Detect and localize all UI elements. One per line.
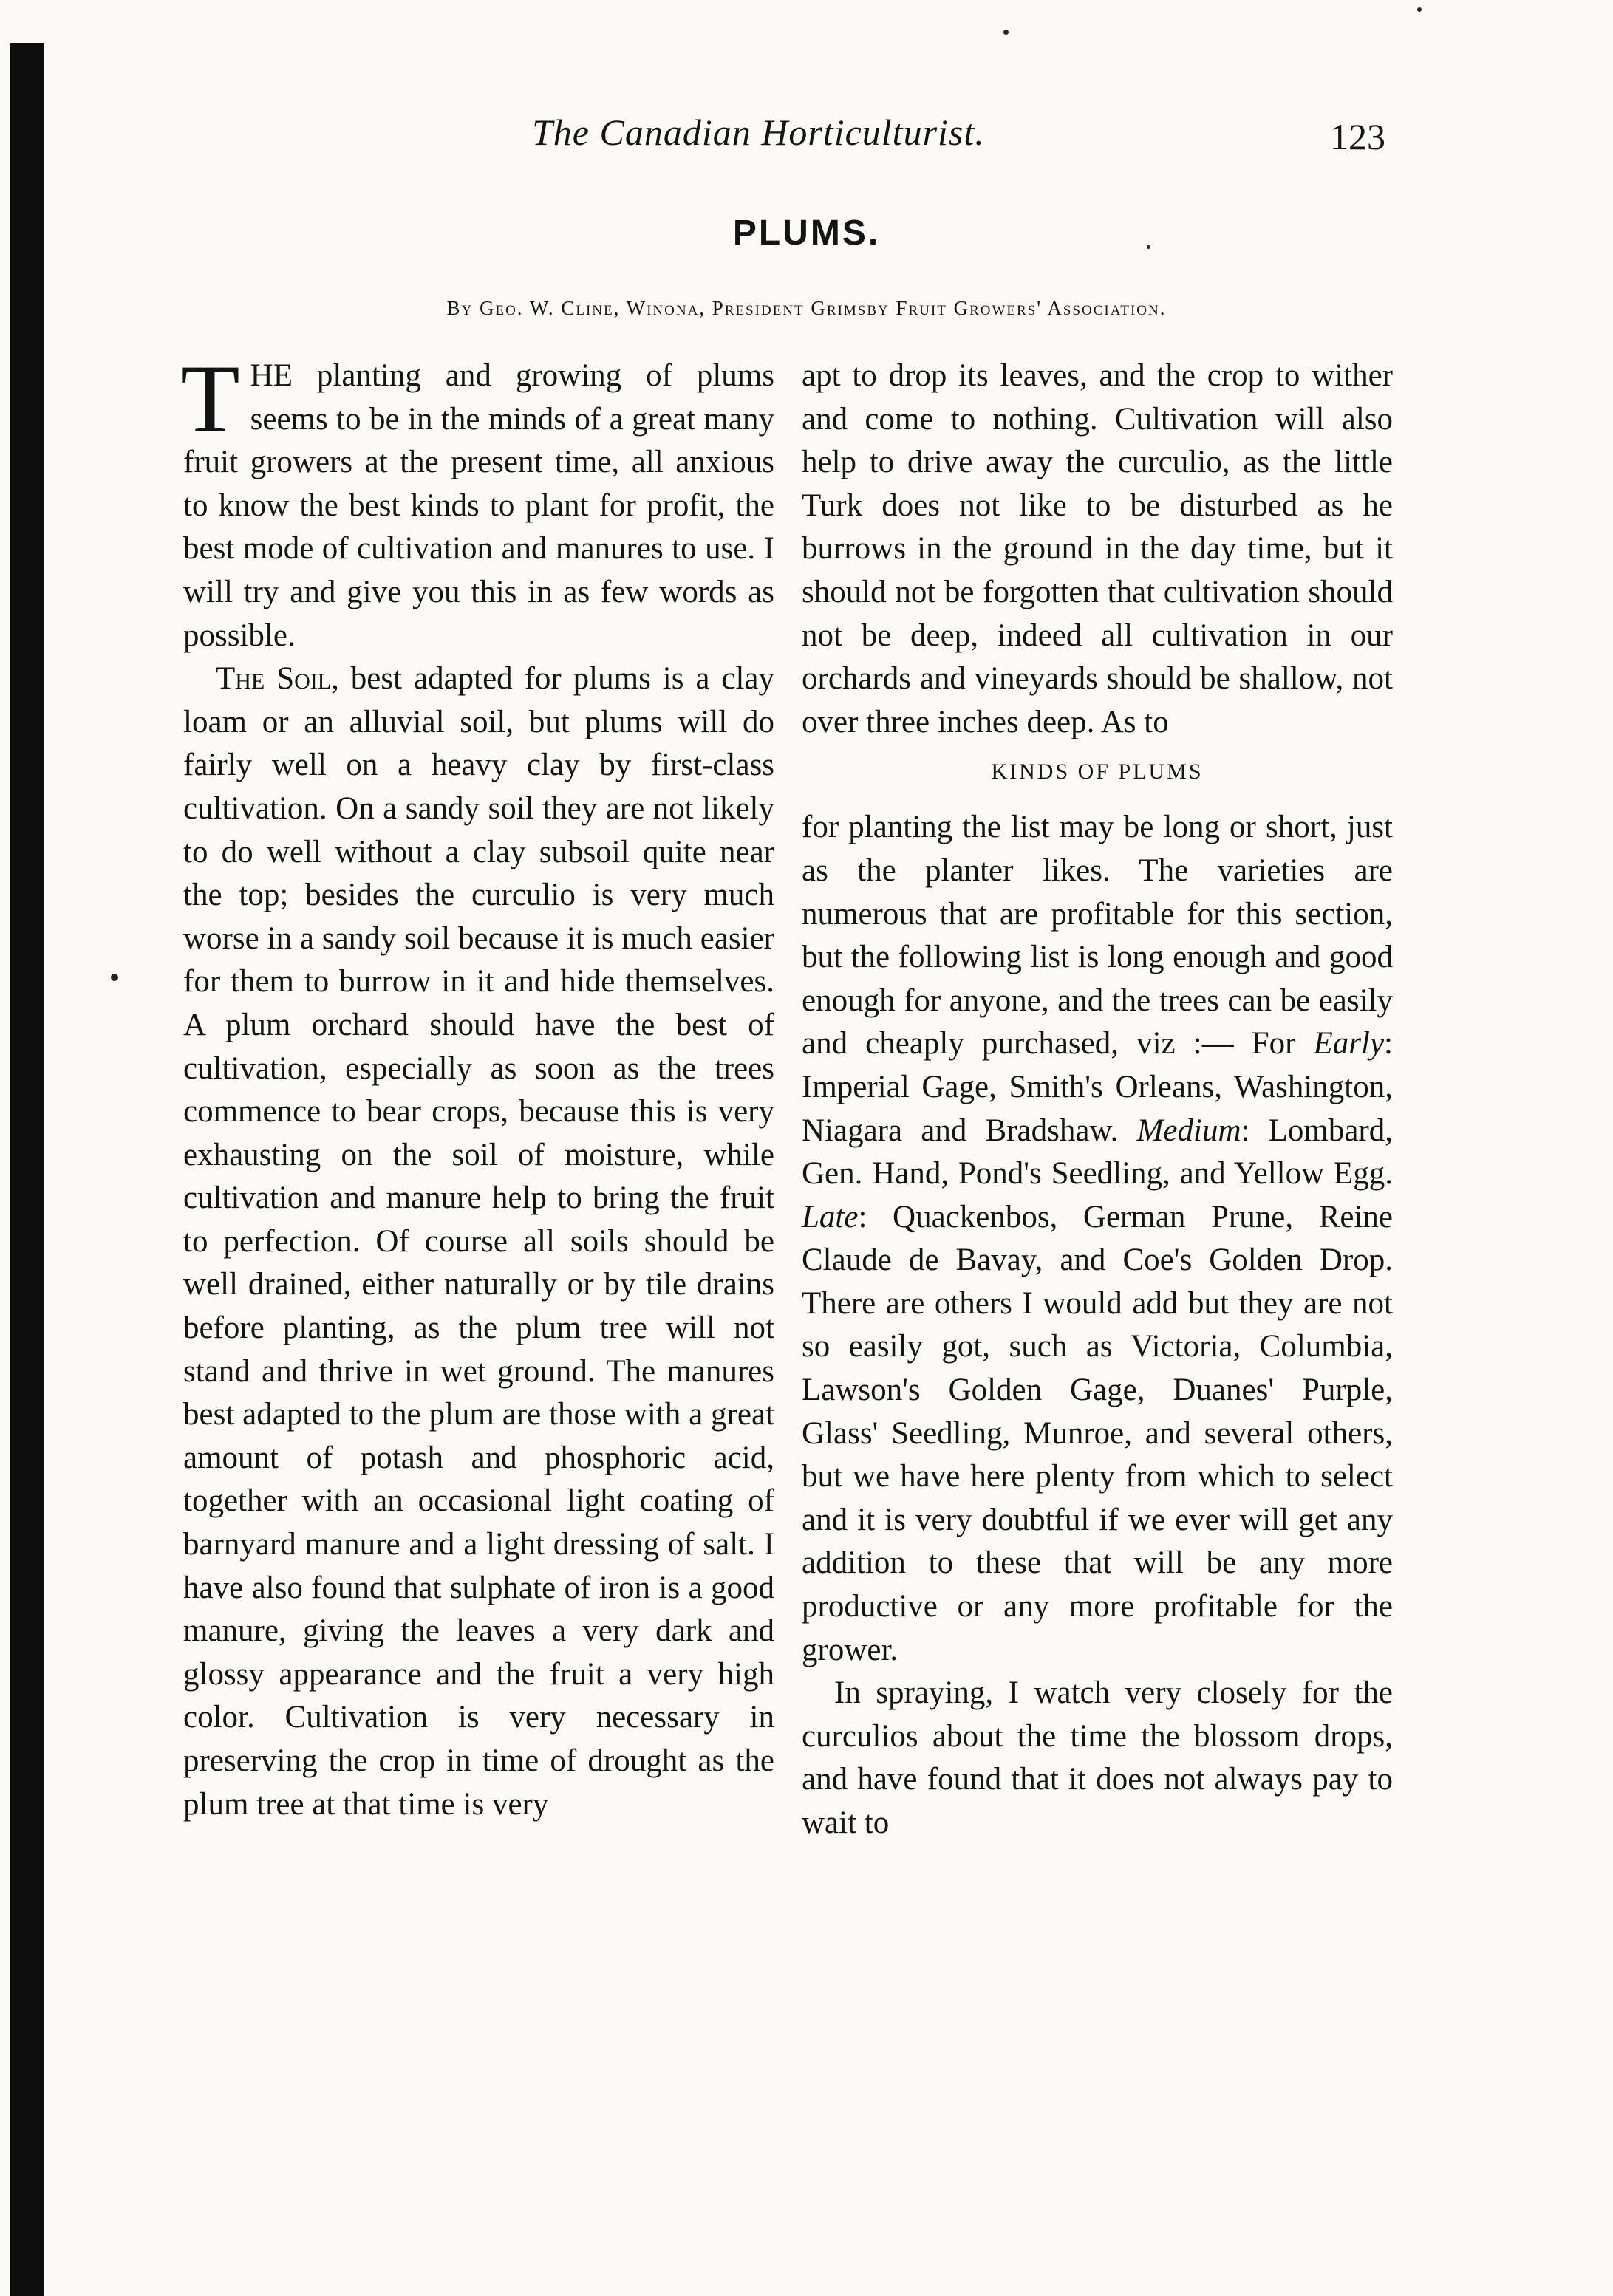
paragraph-intro-text: HE planting and growing of plums seems to be in the minds of a great many fruit growers at the present time, all anxious to know the best kinds to plant for profit, the best mode of cultivation and manures to use. I will try and give you this in as few words as possible.: [183, 358, 774, 653]
running-title: The Canadian Horticulturist.: [532, 112, 985, 153]
kinds-text-b: : Imperial Gage, Smith's Orleans, Washington, Niagara and Bradshaw.: [802, 1026, 1393, 1148]
kinds-text-d: : Quackenbos, German Prune, Reine Claude de Bavay, and Coe's Golden Drop. There are others I would add but they are not so easily got, such as Victoria, Columbia, Lawson's Golden Gage, Duanes' Purple, Glass' Seedling, Munroe, and several others, but we have here plenty from which to select and it is very doubtful if we ever will get any addition to these that will be any more productive or any more profitable for the grower.: [802, 1199, 1393, 1667]
column-right: [802, 355, 1393, 1845]
paragraph-spraying: In spraying, I watch very closely for the curculios about the time the blossom drops, and have found that it does not always pay to wait to: [802, 1675, 1393, 1840]
paragraph-intro: [180, 344, 774, 657]
paragraph-soil: [183, 657, 774, 1826]
drop-cap: T: [180, 344, 240, 453]
print-speck: [1003, 30, 1009, 35]
paragraph-kinds: [802, 806, 1393, 1672]
label-medium: Medium: [1136, 1113, 1241, 1148]
column-left: [180, 344, 774, 1826]
binding-edge: [10, 43, 44, 2296]
kinds-text-c: : Lombard, Gen. Hand, Pond's Seedling, and Yellow Egg.: [802, 1113, 1393, 1192]
page-number: 123: [1330, 116, 1385, 157]
paragraph-soil-text: best adapted for plums is a clay loam or an alluvial soil, but plums will do fairly well on a heavy clay by first-class cultivation. On a sandy soil they are not likely to do well without a clay subsoil quite near the top; besides the curculio is very much worse in a sandy soil because it is much easier for them to burrow in it and hide themselves. A plum orchard should have the best of cultivation, especially as soon as the trees commence to bear crops, because this is very exhausting on the soil of moisture, while cultivation and manure help to bring the fruit to perfection. Of course all soils should be well drained, either naturally or by tile drains before planting, as the plum tree will not stand and thrive in wet ground. The manures best adapted to the plum are those with a great amount of potash and phosphoric acid, together with an occasional light coating of barnyard manure and a light dressing of salt. I have also found that sulphate of iron is a good manure, giving the leaves a very dark and glossy appearance and the fruit a very high color. Cultivation is very necessary in preserving the crop in time of drought as the plum tree at that time is very: [183, 661, 774, 1822]
paragraph-soil-continued: apt to drop its leaves, and the crop to wither and come to nothing. Cultivation will also help to drive away the curculio, as the little Turk does not like to be disturbed as he burrows in the ground in the day time, but it should not be forgotten that cultivation should not be deep, indeed all cultivation in our orchards and vineyards should be shallow, not over three inches deep. As to: [802, 358, 1393, 739]
label-early: Early: [1313, 1026, 1385, 1062]
kinds-text-a: for planting the list may be long or short, just as the planter likes. The varieties are numerous that are profitable for this section, but the following list is long enough and good enough for anyone, and the trees can be easily and cheaply purchased, viz :— For: [802, 810, 1393, 1062]
section-heading-kinds: KINDS OF PLUMS: [991, 759, 1204, 785]
soil-lead-in: The Soil,: [216, 661, 339, 697]
byline: By Geo. W. Cline, Winona, President Grimsby Fruit Growers' Association.: [446, 297, 1167, 319]
print-speck: [1417, 7, 1422, 12]
label-late: Late: [802, 1199, 859, 1234]
print-speck: [111, 974, 118, 981]
article-title: PLUMS.: [732, 213, 881, 253]
